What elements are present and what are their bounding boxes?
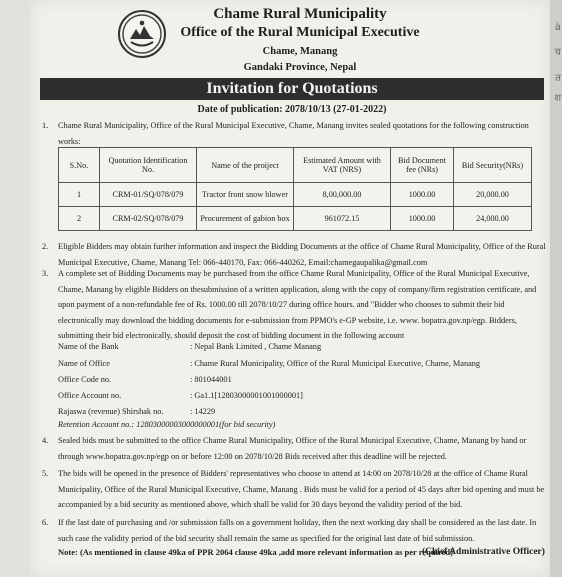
column-header: Quotation Identification No. — [100, 148, 197, 183]
clause-5 — [42, 466, 548, 516]
table-cell: 961072.15 — [294, 207, 391, 231]
signatory: (Chief Administrative Officer) — [422, 547, 545, 557]
closing-note: Note: (As mentioned in clause 49ka of PPR 2064 clause 49ka ,add more relevant information as per required) — [58, 547, 453, 557]
clause-text: A complete set of Bidding Documents may be purchased from the office Chame Rural Municipality, Office of the Rural Municipal Executive, Chame, Manang by eligible Bidders on thesubmission of a written application, along with the copy of company/firm registration certificate, and upon payment of a non-refundable fee of Rs. 1000.00 till 2078/10/27 during office hours. and "Bidder who chooses to submit their bid electronically may download the bidding documents for e-submission from PPMO's e-GP website, i.e. www. bopatra.gov.np/egp. Bidders, submitting their bid electronically, should deposit the cost of bidding document in the following account — [58, 269, 537, 340]
table-cell: CRM-01/SQ/078/079 — [100, 183, 197, 207]
bank-detail-label: Name of Office — [58, 359, 110, 368]
municipality-name: Chame Rural Municipality — [213, 6, 387, 22]
bank-detail-label: Name of the Bank — [58, 342, 119, 351]
clause-text: The bids will be opened in the presence of Bidders' representatives who choose to attend at 14:00 on 2078/10/28 at the office of Chame Rural Municipality, Office of the Rural Municipal Executive, Chame, Manang . Bids must be valid for a period of 45 days after bid opening and must be accompanied by a bid security as mentioned above, which shall be valid for 30 days beyond the validity period of the bid. — [58, 469, 545, 509]
column-header: Estimated Amount with VAT (NRS) — [294, 148, 391, 183]
table-header-row — [59, 148, 532, 183]
clause-number: 3. — [42, 269, 49, 278]
table-row — [59, 183, 532, 207]
clause-number: 2. — [42, 242, 49, 251]
clause-text: Chame Rural Municipality, Office of the Rural Municipal Executive, Chame, Manang invites sealed quotations for the following construction works: — [58, 121, 529, 146]
table-cell: 1 — [59, 183, 100, 207]
quotation-table — [58, 147, 532, 231]
table-row — [59, 207, 532, 231]
office-location: Chame, Manang — [262, 46, 338, 57]
table-cell: 24,000.00 — [454, 207, 532, 231]
clause-6 — [42, 515, 548, 545]
table-cell: Tractor front snow blower — [197, 183, 294, 207]
table-cell: 1000.00 — [391, 207, 454, 231]
clause-text: If the last date of purchasing and /or submission falls on a government holiday, then the next working day shall be considered as the last date. In such case the validity period of the bid security shall remain the same as specified for the original last date of bid submission. — [58, 518, 537, 543]
bank-detail-label: Office Code no. — [58, 375, 112, 384]
column-header: Bid Document fee (NRs) — [391, 148, 454, 183]
column-header: Name of the proiject — [197, 148, 294, 183]
clause-1 — [42, 118, 548, 148]
clause-number: 5. — [42, 469, 49, 478]
table-cell: 2 — [59, 207, 100, 231]
notice-title-banner: Invitation for Quotations — [40, 78, 544, 100]
office-name: Office of the Rural Municipal Executive — [180, 25, 420, 40]
table-cell: 20,000.00 — [454, 183, 532, 207]
clause-number: 1. — [42, 121, 49, 130]
margin-glyph: च — [554, 47, 561, 58]
bank-detail-value: : Nepal Bank Limited , Chame Manang — [190, 342, 322, 351]
clause-3 — [42, 266, 548, 340]
table-cell: 8,00,000.00 — [294, 183, 391, 207]
right-page-margin — [550, 0, 562, 577]
column-header: S.No. — [59, 148, 100, 183]
clause-4 — [42, 433, 548, 463]
clause-text: Eligible Bidders may obtain further information and inspect the Bidding Documents at the office of Chame Rural Municipality, Office of the Rural Municipal Executive, Chame, Manang Tel: 066-440170, Fax: 066-440262, Email:chamegaupalika@gmail.com — [58, 242, 546, 267]
retention-account: Retention Account no.: 12803000003000000001(for bid security) — [58, 420, 276, 429]
bank-detail-label: Rajaswa (revenue) Shirshak no. — [58, 407, 164, 416]
margin-glyph: त — [555, 73, 561, 84]
clause-number: 4. — [42, 436, 49, 445]
bank-detail-value: : 801044001 — [190, 375, 232, 384]
margin-glyph: श — [554, 93, 561, 104]
margin-glyph: à — [554, 22, 561, 33]
table-cell: 1000.00 — [391, 183, 454, 207]
bank-detail-value: : Chame Rural Municipality, Office of the Rural Municipal Executive, Chame, Manang — [190, 359, 481, 368]
publication-date: Date of publication: 2078/10/13 (27-01-2022) — [197, 104, 387, 115]
table-cell: Procurement of gabion box — [197, 207, 294, 231]
bank-detail-label: Office Account no. — [58, 391, 122, 400]
clause-text: Sealed bids must be submitted to the office Chame Rural Municipality, Office of the Rural Municipal Executive, Chame, Manang by hand or through www.bopatra.gov.np/egp on or before 12:00 on 2078/10/28 Bids received after this deadline will be rejected. — [58, 436, 527, 461]
table-cell: CRM-02/SQ/078/079 — [100, 207, 197, 231]
left-page-margin — [0, 0, 31, 577]
bank-detail-value: : Ga1.1[12803000001001000001] — [190, 391, 303, 400]
column-header: Bid Security(NRs) — [454, 148, 532, 183]
province: Gandaki Province, Nepal — [243, 62, 357, 73]
bank-detail-value: : 14229 — [190, 407, 216, 416]
clause-number: 6. — [42, 518, 49, 527]
